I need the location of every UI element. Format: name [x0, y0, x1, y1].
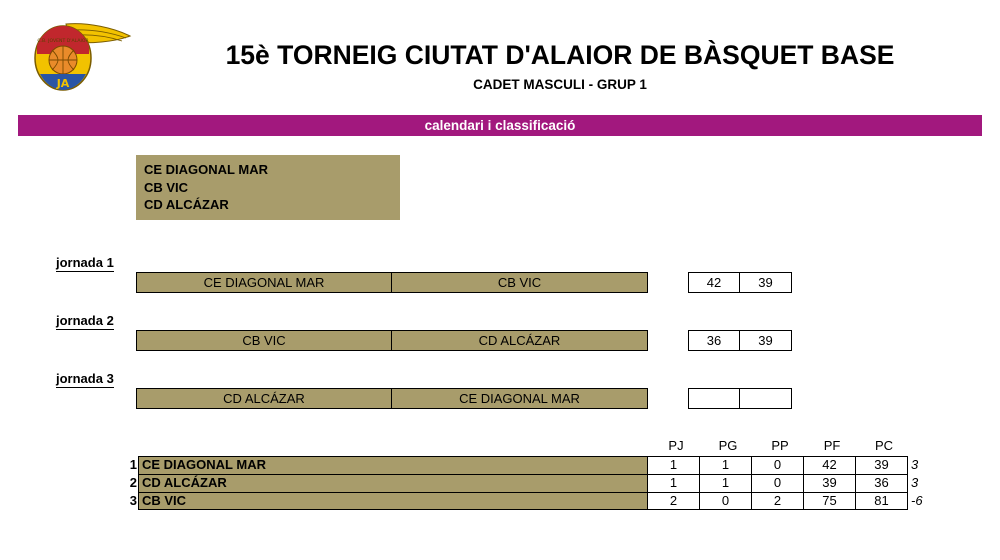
- row-pp: 0: [752, 474, 804, 492]
- row-pf: 42: [804, 456, 856, 474]
- row-pg: 1: [700, 456, 752, 474]
- table-row: [124, 474, 948, 492]
- list-item: CE DIAGONAL MAR: [144, 162, 268, 177]
- page-subtitle: CADET MASCULI - GRUP 1: [473, 77, 647, 92]
- row-rank: 3: [129, 493, 137, 508]
- row-team: CB VIC: [138, 492, 648, 510]
- score-away[interactable]: 39: [740, 272, 792, 293]
- column-header-pg: PG: [718, 438, 738, 453]
- row-diff: 3: [911, 475, 919, 490]
- row-rank: 1: [129, 457, 137, 472]
- teams-list-box: [136, 155, 400, 220]
- page-title: 15è TORNEIG CIUTAT D'ALAIOR DE BÀSQUET BASE: [225, 40, 895, 70]
- row-pp: 2: [752, 492, 804, 510]
- jornada-label: jornada 1: [56, 255, 114, 270]
- logo-club-text: C.B. JOVENT D'ALAIOR: [37, 39, 89, 44]
- row-team: CD ALCÁZAR: [138, 474, 648, 492]
- row-pc: 36: [856, 474, 908, 492]
- match-away-team: CD ALCÁZAR: [392, 330, 648, 351]
- svg-text:JA: JA: [56, 77, 70, 90]
- jornada-label: jornada 2: [56, 313, 114, 328]
- match-row: [136, 272, 648, 293]
- row-pj: 2: [648, 492, 700, 510]
- score-home[interactable]: 36: [688, 330, 740, 351]
- standings-body: [124, 456, 948, 510]
- table-row: [124, 456, 948, 474]
- row-pf: 39: [804, 474, 856, 492]
- page-header: [0, 0, 1000, 112]
- score-away[interactable]: [740, 388, 792, 409]
- row-pg: 0: [700, 492, 752, 510]
- row-team: CE DIAGONAL MAR: [138, 456, 648, 474]
- row-pf: 75: [804, 492, 856, 510]
- row-pp: 0: [752, 456, 804, 474]
- list-item: CB VIC: [144, 179, 189, 195]
- column-header-pj: PJ: [668, 438, 684, 453]
- row-pc: 39: [856, 456, 908, 474]
- row-diff: -6: [911, 493, 923, 508]
- row-diff: 3: [911, 457, 919, 472]
- column-header-pp: PP: [771, 438, 789, 453]
- jornada-label: jornada 3: [56, 371, 114, 386]
- score-away[interactable]: 39: [740, 330, 792, 351]
- row-pg: 1: [700, 474, 752, 492]
- score-box: [688, 330, 792, 351]
- score-home[interactable]: 42: [688, 272, 740, 293]
- match-away-team: CE DIAGONAL MAR: [392, 388, 648, 409]
- standings-header-row: [650, 438, 910, 453]
- match-home-team: CE DIAGONAL MAR: [136, 272, 392, 293]
- row-rank: 2: [129, 475, 137, 490]
- section-band: calendari i classificació: [18, 115, 982, 136]
- row-pj: 1: [648, 456, 700, 474]
- score-box: [688, 388, 792, 409]
- score-box: [688, 272, 792, 293]
- table-row: [124, 492, 948, 510]
- score-home[interactable]: [688, 388, 740, 409]
- club-jovent-dalaior-logo: [18, 20, 133, 98]
- match-away-team: CB VIC: [392, 272, 648, 293]
- match-home-team: CB VIC: [136, 330, 392, 351]
- column-header-pc: PC: [874, 438, 894, 453]
- column-header-pf: PF: [823, 438, 841, 453]
- list-item: CD ALCÁZAR: [144, 197, 229, 212]
- match-row: [136, 330, 648, 351]
- row-pj: 1: [648, 474, 700, 492]
- match-home-team: CD ALCÁZAR: [136, 388, 392, 409]
- title-block: [140, 40, 980, 92]
- match-row: [136, 388, 648, 409]
- row-pc: 81: [856, 492, 908, 510]
